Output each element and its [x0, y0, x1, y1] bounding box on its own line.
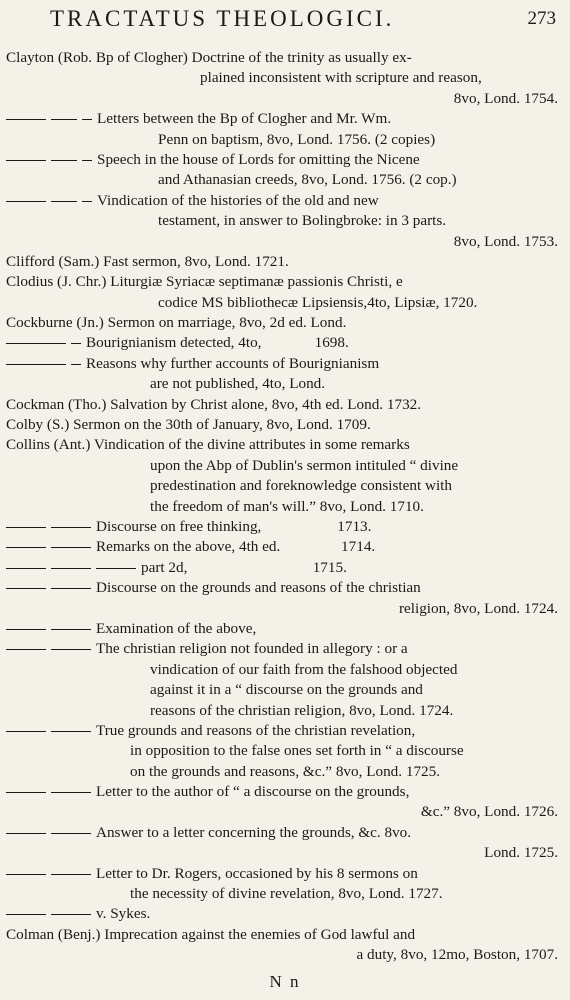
catalogue-line-text: True grounds and reasons of the christian revelation,	[96, 721, 416, 739]
catalogue-line	[0, 374, 570, 394]
ditto-dash	[6, 547, 46, 548]
ditto-dash	[51, 649, 91, 650]
catalogue-line	[0, 272, 570, 292]
catalogue-line	[0, 721, 570, 741]
ditto-dash	[51, 629, 91, 630]
catalogue-line-text: Reasons why further accounts of Bourignianism	[86, 354, 380, 372]
catalogue-line	[0, 578, 570, 598]
catalogue-line-text: are not published, 4to, Lond.	[150, 375, 326, 393]
catalogue-line	[0, 599, 570, 619]
ditto-dash	[71, 343, 81, 344]
catalogue-line-text: on the grounds and reasons, &c.” 8vo, Lond. 1725.	[130, 762, 441, 780]
catalogue-line	[0, 497, 570, 517]
catalogue-line	[0, 864, 570, 884]
catalogue-line	[0, 823, 570, 843]
ditto-dash	[82, 119, 92, 120]
ditto-dash	[71, 364, 81, 365]
catalogue-line	[0, 558, 570, 578]
catalogue-line	[0, 333, 570, 353]
catalogue-line-text: Clodius (J. Chr.) Liturgiæ Syriacæ septimanæ passionis Christi, e	[6, 273, 403, 291]
catalogue-line	[0, 252, 570, 272]
catalogue-line-text: religion, 8vo, Lond. 1724.	[398, 599, 558, 617]
catalogue-line	[0, 232, 570, 252]
catalogue-line	[0, 680, 570, 700]
catalogue-line-text: Discourse on free thinking, 1713.	[96, 517, 372, 535]
catalogue-line	[0, 802, 570, 822]
page-header	[0, 4, 570, 34]
ditto-dash	[51, 547, 91, 548]
ditto-dash	[82, 201, 92, 202]
catalogue-line-text: Cockburne (Jn.) Sermon on marriage, 8vo, 2d ed. Lond.	[6, 314, 347, 332]
catalogue-line	[0, 313, 570, 333]
catalogue-line	[0, 639, 570, 659]
catalogue-line	[0, 354, 570, 374]
catalogue-line	[0, 945, 570, 965]
catalogue-line-text: Letter to Dr. Rogers, occasioned by his 8 sermons on	[96, 864, 418, 882]
catalogue-line	[0, 293, 570, 313]
ditto-dash	[6, 527, 46, 528]
ditto-dash	[6, 914, 46, 915]
ditto-dash	[6, 588, 46, 589]
catalogue-line-text: Colman (Benj.) Imprecation against the enemies of God lawful and	[6, 925, 416, 943]
catalogue-line	[0, 89, 570, 109]
catalogue-line	[0, 456, 570, 476]
catalogue-line-text: Bourignianism detected, 4to, 1698.	[86, 334, 349, 352]
catalogue-line	[0, 130, 570, 150]
catalogue-line	[0, 782, 570, 802]
catalogue-line	[0, 741, 570, 761]
catalogue-line-text: Lond. 1725.	[484, 844, 558, 862]
catalogue-line-text: Clayton (Rob. Bp of Clogher) Doctrine of the trinity as usually ex-	[6, 49, 412, 66]
ditto-dash	[51, 914, 91, 915]
ditto-dash	[51, 588, 91, 589]
catalogue-line-text: Examination of the above,	[96, 619, 257, 637]
catalogue-line	[0, 660, 570, 680]
catalogue-line-text: plained inconsistent with scripture and reason,	[200, 69, 482, 87]
ditto-dash	[51, 874, 91, 875]
catalogue-line	[0, 211, 570, 231]
catalogue-line-text: in opposition to the false ones set forth in “ a discourse	[130, 742, 464, 760]
catalogue-line-text: vindication of our faith from the falshood objected	[150, 660, 458, 678]
catalogue-line-text: Discourse on the grounds and reasons of the christian	[96, 579, 421, 597]
catalogue-line-text: 8vo, Lond. 1754.	[453, 89, 558, 107]
catalogue-line-text: upon the Abp of Dublin's sermon intituled “ divine	[150, 456, 459, 474]
ditto-dash	[51, 568, 91, 569]
ditto-dash	[6, 792, 46, 793]
catalogue-line	[0, 150, 570, 170]
ditto-dash	[51, 201, 77, 202]
catalogue-line-text: Penn on baptism, 8vo, Lond. 1756. (2 copies)	[158, 130, 436, 148]
catalogue-line-text: Speech in the house of Lords for omitting the Nicene	[97, 150, 420, 168]
catalogue-line	[0, 191, 570, 211]
catalogue-line-text: testament, in answer to Bolingbroke: in 3 parts.	[158, 212, 447, 230]
catalogue-line	[0, 884, 570, 904]
catalogue-line	[0, 476, 570, 496]
catalogue-line	[0, 537, 570, 557]
catalogue-line	[0, 415, 570, 435]
ditto-dash	[6, 201, 46, 202]
catalogue-line-text: Colby (S.) Sermon on the 30th of January, 8vo, Lond. 1709.	[6, 416, 371, 434]
ditto-dash	[6, 160, 46, 161]
ditto-dash	[6, 629, 46, 630]
catalogue-line-text: and Athanasian creeds, 8vo, Lond. 1756. (2 cop.)	[158, 171, 457, 189]
catalogue-line-text: Answer to a letter concerning the grounds, &c. 8vo.	[96, 823, 412, 841]
catalogue-line	[0, 435, 570, 455]
catalogue-line-text: part 2d, 1715.	[141, 558, 347, 576]
signature-mark: N n	[269, 972, 301, 991]
ditto-dash	[6, 874, 46, 875]
ditto-dash	[51, 792, 91, 793]
ditto-dash	[96, 568, 136, 569]
ditto-dash	[6, 833, 46, 834]
catalogue-line	[0, 904, 570, 924]
catalogue-line-text: Vindication of the histories of the old and new	[97, 191, 379, 209]
catalogue-line-text: the necessity of divine revelation, 8vo, Lond. 1727.	[130, 885, 443, 903]
catalogue-line-text: Clifford (Sam.) Fast sermon, 8vo, Lond. 1721.	[6, 252, 289, 270]
ditto-dash	[6, 731, 46, 732]
catalogue-line	[0, 170, 570, 190]
catalogue-line-text: codice MS bibliothecæ Lipsiensis,4to, Lipsiæ, 1720.	[158, 293, 478, 311]
ditto-dash	[51, 833, 91, 834]
catalogue-line	[0, 925, 570, 945]
catalogue-line	[0, 109, 570, 129]
ditto-dash	[6, 364, 66, 365]
catalogue-line	[0, 619, 570, 639]
ditto-dash	[6, 649, 46, 650]
ditto-dash	[6, 119, 46, 120]
ditto-dash	[6, 343, 66, 344]
catalogue-line	[0, 68, 570, 88]
catalogue-line-text: 8vo, Lond. 1753.	[453, 232, 558, 250]
catalogue-line	[0, 395, 570, 415]
catalogue-line-text: predestination and foreknowledge consistent with	[150, 477, 452, 495]
catalogue-line	[0, 843, 570, 863]
catalogue-line	[0, 517, 570, 537]
catalogue-line-text: against it in a “ discourse on the grounds and	[150, 681, 423, 699]
running-title: TRACTATUS THEOLOGICI.	[50, 6, 395, 31]
catalogue-line-text: &c.” 8vo, Lond. 1726.	[420, 803, 558, 821]
catalogue-line-text: Remarks on the above, 4th ed. 1714.	[96, 538, 376, 556]
ditto-dash	[51, 160, 77, 161]
catalogue-line-text: Letter to the author of “ a discourse on the grounds,	[96, 783, 410, 801]
ditto-dash	[51, 527, 91, 528]
catalogue-line-text: Letters between the Bp of Clogher and Mr. Wm.	[97, 110, 392, 128]
ditto-dash	[51, 731, 91, 732]
ditto-dash	[6, 568, 46, 569]
catalogue-line-text: Collins (Ant.) Vindication of the divine attributes in some remarks	[6, 436, 410, 454]
ditto-dash	[82, 160, 92, 161]
catalogue-line	[0, 48, 570, 68]
catalogue-line-text: reasons of the christian religion, 8vo, Lond. 1724.	[150, 701, 454, 719]
catalogue-line-text: v. Sykes.	[96, 905, 151, 923]
catalogue-line-text: the freedom of man's will.” 8vo, Lond. 1710.	[150, 497, 424, 515]
page-number: 273	[527, 8, 556, 29]
catalogue-line-text: a duty, 8vo, 12mo, Boston, 1707.	[356, 946, 558, 964]
catalogue-line-text: The christian religion not founded in allegory : or a	[96, 640, 408, 658]
catalogue-line	[0, 701, 570, 721]
catalogue-line	[0, 762, 570, 782]
ditto-dash	[51, 119, 77, 120]
catalogue-entries	[0, 48, 570, 966]
catalogue-line-text: Cockman (Tho.) Salvation by Christ alone, 8vo, 4th ed. Lond. 1732.	[6, 395, 422, 413]
